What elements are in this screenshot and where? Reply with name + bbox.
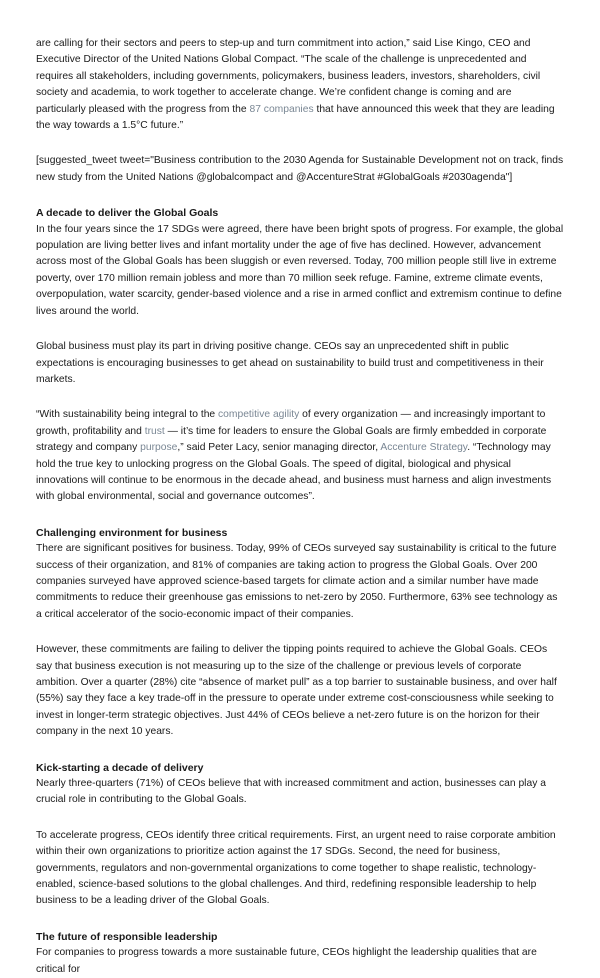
link-competitive-agility[interactable]: competitive agility bbox=[218, 409, 300, 421]
paragraph-text: . “Technology may hold the true key to unlocking progress on the Global Goals. The speed of digital, biological and physical innovations will continue to be enormous in the decade ahead, and business must harness and align investments with global environmental, social and governance outcomes”. bbox=[36, 442, 552, 503]
paragraph-sdg-progress: In the four years since the 17 SDGs were agreed, there have been bright spots of progress. For example, the global population are living better lives and infant mortality under the age of five has declined. However, advancement across most of the Global Goals has been sluggish or even reversed. Today, 700 million people still live in extreme poverty, over 170 million remain jobless and more than 70 million seek refuge. Famine, extreme climate events, overpopulation, water scarcity, gender-based violence and a rise in armed conflict and extremism continue to define lives around the world. bbox=[36, 223, 564, 317]
paragraph-text: ,” said Peter Lacy, senior managing director, bbox=[177, 442, 381, 454]
paragraph-text: that have announced this week that they are leading the way towards a 1.5°C future.” bbox=[36, 103, 555, 132]
link-accenture-strategy[interactable]: Accenture Strategy bbox=[380, 442, 468, 454]
paragraph-three-requirements: To accelerate progress, CEOs identify three critical requirements. First, an urgent need to raise corporate ambition within their own organizations to prioritize action against the 17 SDGs. Second, the need for business, governments, regulators and non-governmental organizations to come together to shape realistic, technology-enabled, science-based solutions to the global challenges. And third, redefining responsible leadership to help business to be a leading driver of the Global Goals. bbox=[36, 829, 556, 907]
paragraph-ceo-belief: Nearly three-quarters (71%) of CEOs believe that with increased commitment and action, businesses can play a crucial role in contributing to the Global Goals. bbox=[36, 778, 546, 806]
link-87-companies[interactable]: 87 companies bbox=[249, 103, 314, 115]
paragraph-business-positives: There are significant positives for business. Today, 99% of CEOs surveyed say sustainability is critical to the future success of their organization, and 81% of companies are taking action to progress the Global Goals. Over 200 companies surveyed have approved science-based targets for climate action and a similar number have made commitments to reduce their greenhouse gas emissions to net-zero by 2050. Furthermore, 63% see technology as a critical accelerator of the socio-economic impact of their companies. bbox=[36, 543, 558, 620]
paragraph-text: — it’s time for leaders to ensure the Global Goals are firmly embedded in corporate strategy and company bbox=[36, 425, 547, 454]
paragraph-text: of every organization — and increasingly important to growth, profitability and bbox=[36, 409, 546, 437]
paragraph-leadership-qualities: For companies to progress towards a more sustainable future, CEOs highlight the leadership qualities that are critical for bbox=[36, 947, 537, 975]
paragraph-text: “With sustainability being integral to the bbox=[36, 409, 219, 421]
paragraph-commitments-failing: However, these commitments are failing to deliver the tipping points required to achieve the Global Goals. CEOs say that business execution is not measuring up to the size of the challenge or previous levels of corporate ambition. Over a quarter (28%) cite “absence of market pull” as a top barrier to sustainable business, and over half (55%) say they face a key trade-off in the pressure to operate under extreme cost-consciousness while seeking to invest in longer-term strategic objectives. Just 44% of CEOs believe a net-zero future is on the horizon for their company in the next 10 years. bbox=[36, 644, 557, 738]
heading-responsible-leadership: The future of responsible leadership bbox=[36, 930, 218, 943]
paragraph-text: are calling for their sectors and peers to step-up and turn commitment into action,” said Lise Kingo, CEO and Executive Director of the United Nations Global Compact. “The scale of the challenge is unprecedented and requires all stakeholders, including governments, policymakers, business leaders, investors, shareholders, civil society and academia, to work together to accelerate change. We’re confident change is coming and are particularly pleased with the progress from the bbox=[36, 38, 541, 115]
paragraph-global-business: Global business must play its part in driving positive change. CEOs say an unprecedented shift in public expectations is encouraging businesses to get ahead on sustainability to build trust and competitiveness in their markets. bbox=[36, 341, 544, 385]
heading-kick-starting: Kick-starting a decade of delivery bbox=[36, 761, 204, 774]
heading-decade-to-deliver: A decade to deliver the Global Goals bbox=[36, 207, 219, 220]
suggested-tweet: [suggested_tweet tweet="Business contribution to the 2030 Agenda for Sustainable Development not on track, finds new study from the United Nations @globalcompact and @AccentureStrat #GlobalGoals #2030agenda"] bbox=[36, 155, 564, 183]
link-purpose[interactable]: purpose bbox=[140, 442, 178, 454]
paragraph-quote-lise-kingo bbox=[36, 36, 564, 134]
link-trust[interactable]: trust bbox=[144, 425, 165, 437]
paragraph-quote-peter-lacy bbox=[36, 407, 564, 505]
heading-challenging-environment: Challenging environment for business bbox=[36, 526, 228, 539]
